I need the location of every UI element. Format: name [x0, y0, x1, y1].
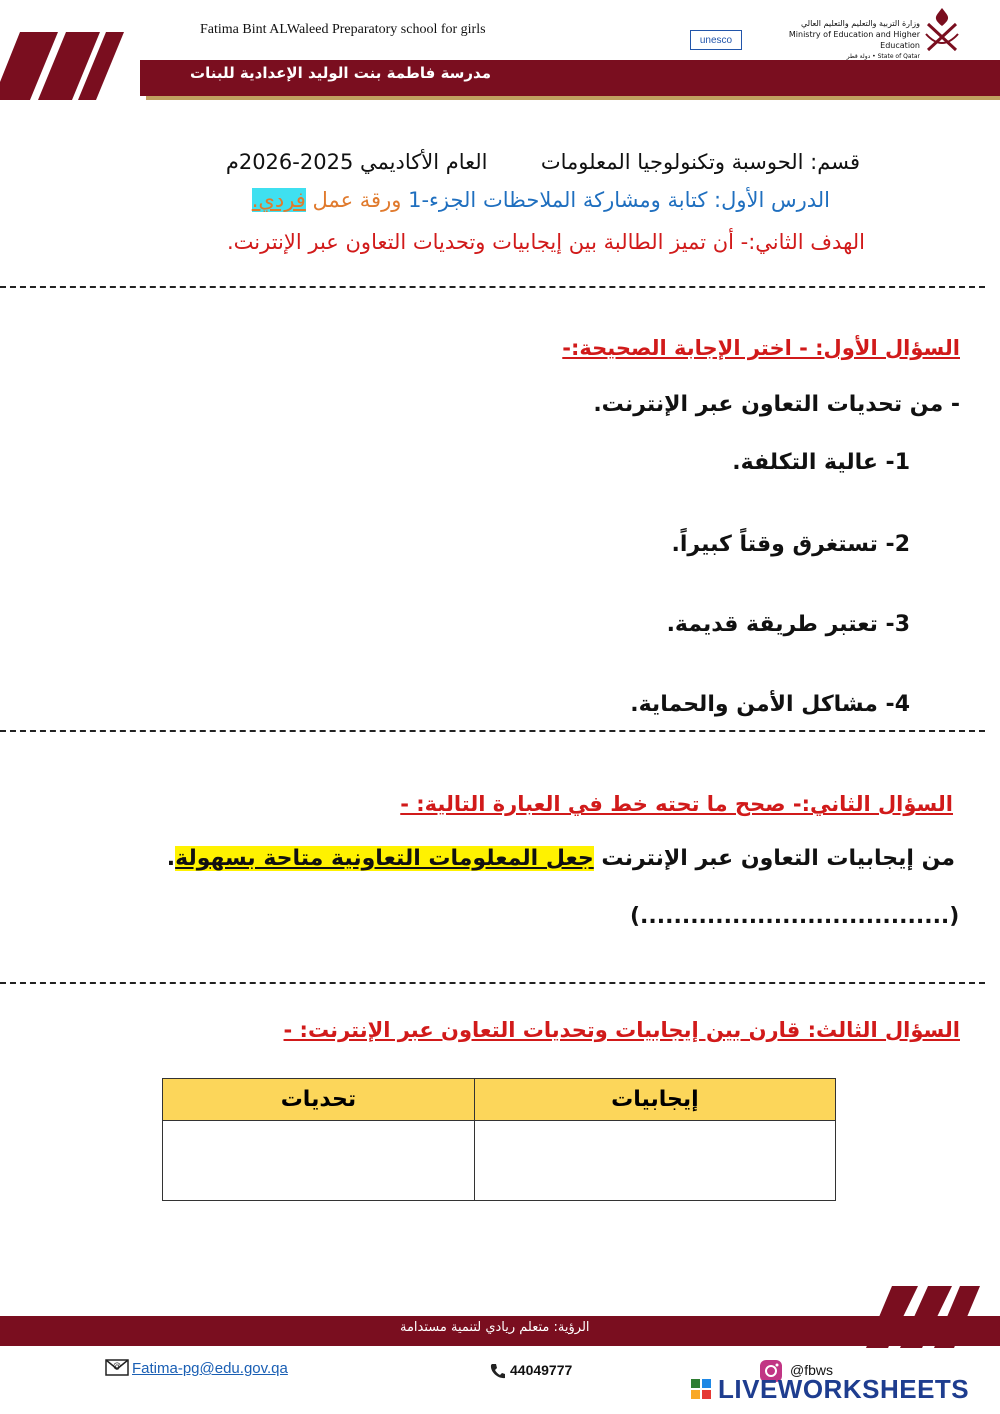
challenges-answer-cell[interactable] [163, 1121, 475, 1201]
ministry-english: Ministry of Education and Higher Education [788, 30, 920, 50]
individual-label: فردي. [251, 188, 306, 212]
email-link[interactable]: Fatima-pg@edu.gov.qa [132, 1360, 288, 1377]
q1-option-3[interactable]: 3- تعتبر طريقة قديمة. [666, 612, 910, 637]
q1-option-4[interactable]: 4- مشاكل الأمن والحماية. [630, 692, 910, 717]
banner-gold-edge [146, 96, 1000, 100]
academic-year: العام الأكاديمي 2025-2026م [225, 150, 488, 174]
q2-title: السؤال الثاني:- صحح ما تحته خط في العبارة التالية: - [400, 792, 953, 816]
ministry-block [760, 18, 920, 62]
q1-stem: - من تحديات التعاون عبر الإنترنت. [593, 392, 960, 417]
vision-text: الرؤية: متعلم ريادي لتنمية مستدامة [400, 1320, 590, 1335]
q1-title: السؤال الأول: - اختر الإجابة الصحيحة:- [562, 336, 960, 360]
lesson-line [130, 188, 830, 212]
q2-sentence-start: من إيجابيات التعاون عبر الإنترنت [601, 846, 955, 871]
email-icon [104, 1356, 130, 1378]
svg-text:@: @ [113, 1361, 121, 1370]
emblem-icon [922, 4, 962, 54]
worksheet-label: ورقة عمل [312, 188, 402, 212]
phone-icon [488, 1362, 506, 1380]
q2-sentence: من إيجابيات التعاون عبر الإنترنت جعل المعلومات التعاونية متاحة بسهولة. [166, 846, 955, 871]
phone-number: 44049777 [510, 1362, 573, 1378]
department-label: قسم: الحوسبة وتكنولوجيا المعلومات [540, 150, 860, 174]
unesco-logo: unesco [690, 30, 742, 50]
divider [0, 982, 985, 984]
goal-line: الهدف الثاني:- أن تميز الطالبة بين إيجابيات وتحديات التعاون عبر الإنترنت. [226, 230, 865, 254]
q1-option-2[interactable]: 2- تستغرق وقتاً كبيراً. [671, 532, 910, 557]
q3-comparison-table [162, 1078, 836, 1201]
q3-title: السؤال الثالث: قارن بين إيجابيات وتحديات التعاون عبر الإنترنت: - [283, 1018, 960, 1042]
divider [0, 730, 985, 732]
table-header-challenges: تحديات [163, 1079, 475, 1121]
liveworksheets-brand[interactable]: LIVEWORKSHEETS [718, 1374, 970, 1404]
table-header-advantages: إيجابيات [474, 1079, 835, 1121]
state-label: State of Qatar • دولة قطر [846, 53, 920, 60]
school-name-arabic: مدرسة فاطمة بنت الوليد الإعدادية للبنات [190, 64, 492, 82]
ministry-arabic: وزارة التربية والتعليم والتعليم العالي [800, 19, 920, 28]
department-line [130, 150, 860, 174]
liveworksheets-logo-icon [690, 1378, 714, 1402]
school-name-english: Fatima Bint ALWaleed Preparatory school for girls [200, 22, 486, 37]
q2-underlined-phrase: جعل المعلومات التعاونية متاحة بسهولة [175, 846, 594, 871]
lesson-title: الدرس الأول: كتابة ومشاركة الملاحظات الجزء-1 [408, 188, 830, 212]
divider [0, 286, 985, 288]
q2-answer-blank[interactable]: (.....................................) [630, 904, 960, 929]
advantages-answer-cell[interactable] [474, 1121, 835, 1201]
instagram-handle[interactable]: @fbws [790, 1362, 833, 1378]
q1-option-1[interactable]: 1- عالية التكلفة. [732, 450, 910, 475]
header-stripes-decoration [0, 22, 140, 102]
